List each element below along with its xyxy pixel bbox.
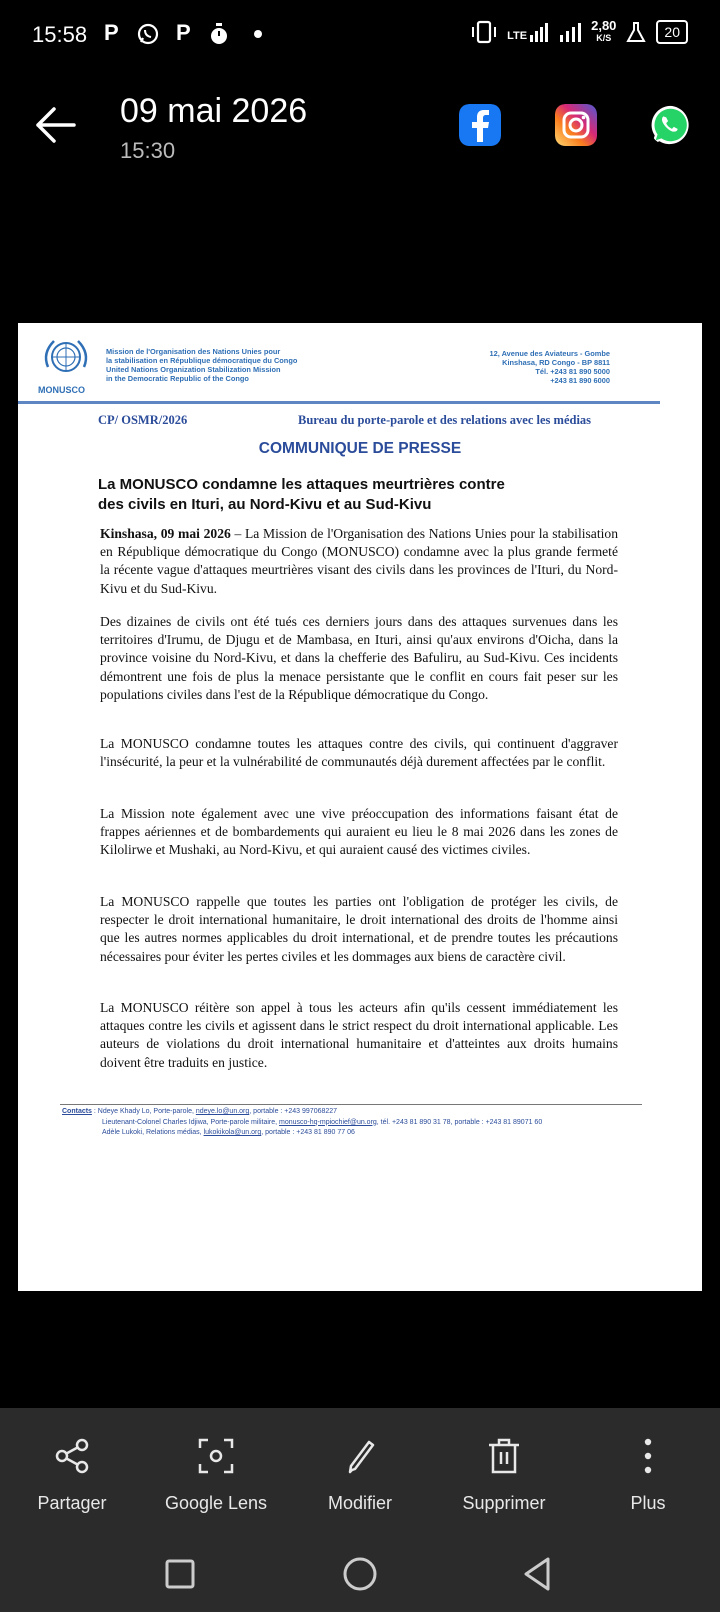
address-line: +243 81 890 6000	[550, 376, 610, 385]
google-lens-label: Google Lens	[164, 1493, 268, 1513]
contact-text: Adèle Lukoki, Relations médias,	[102, 1129, 204, 1136]
header-rule	[18, 401, 660, 404]
more-button[interactable]	[578, 1436, 718, 1514]
paragraph-3: La MONUSCO condamne toutes les attaques contre des civils, qui continuent d'aggraver l'insécurité, la peur et la vulnérabilité de communautés déjà durement affectées par le conflit.	[100, 736, 618, 770]
contact-text: : Ndeye Khady Lo, Porte-parole,	[91, 1108, 196, 1115]
battery-indicator: 20	[656, 20, 688, 44]
press-release-image[interactable]	[18, 323, 702, 1291]
back-triangle-icon[interactable]	[522, 1556, 554, 1592]
pencil-icon	[340, 1436, 380, 1476]
contacts-block	[62, 1107, 542, 1139]
contact-text: , portable : +243 997068227	[249, 1108, 338, 1115]
contact-line	[62, 1107, 542, 1118]
status-bar	[0, 0, 720, 72]
signal-bars-icon	[529, 22, 549, 42]
contact-text: Lieutenant-Colonel Charles Idjiwa, Porte-parole militaire,	[102, 1118, 280, 1126]
bureau-title: Bureau du porte-parole et des relations avec les médias	[298, 413, 592, 427]
timer-icon	[208, 22, 230, 46]
org-line: United Nations Organization Stabilization Mission	[106, 365, 281, 374]
image-date: 09 mai 2026	[120, 92, 308, 130]
network-speed	[591, 20, 616, 44]
communique-title: COMMUNIQUE DE PRESSE	[258, 440, 462, 457]
contact-email: lukokikola@un.org	[203, 1129, 262, 1136]
edit-label: Modifier	[327, 1493, 393, 1513]
org-line: in the Democratic Republic of the Congo	[106, 374, 249, 383]
speed-unit: K/S	[596, 33, 612, 43]
paragraph-1	[100, 525, 618, 598]
reference-number: CP/ OSMR/2026	[98, 413, 188, 427]
contact-text: , tél. +243 81 890 31 78, portable : +243 81 89071 60	[376, 1118, 543, 1126]
more-label: Plus	[630, 1493, 666, 1513]
contacts-rule	[60, 1104, 642, 1105]
share-label: Partager	[37, 1493, 107, 1513]
address-line: Tél. +243 81 890 5000	[535, 367, 610, 376]
status-icons	[471, 20, 688, 44]
network-type-label: LTE	[507, 30, 528, 42]
facebook-icon[interactable]	[459, 104, 501, 146]
clock: 15:58	[32, 22, 88, 47]
trash-icon	[484, 1436, 524, 1476]
system-navigation-bar	[0, 1538, 720, 1612]
more-notifications-dot-icon	[254, 30, 262, 38]
whatsapp-icon[interactable]	[649, 104, 691, 146]
paragraph-4: La Mission note également avec une vive préoccupation des informations faisant état de frappes aériennes et de bombardements qui auraient eu lieu le 8 mai 2026 dans les zones de Kilolirwe et Mushaki, au Nord-Kivu, et qui auraient causé des victimes civiles.	[100, 806, 618, 858]
notification-p-icon: P	[104, 20, 119, 45]
paragraph-2: Des dizaines de civils ont été tués ces derniers jours dans des attaques survenues dans les territoires d'Irumu, de Djugu et de Mambasa, en Ituri, ainsi qu'aux environs d'Oicha, dans la province voisine du Nord-Kivu, et dans la chefferie des Bafuliru, au Sud-Kivu. Ces incidents démontrent une fois de plus la menace persistante que le conflit en cours fait peser sur les populations civiles dans l'est de la République démocratique du Congo.	[100, 614, 618, 702]
org-line: Mission de l'Organisation des Nations Unies pour	[106, 347, 281, 356]
back-arrow-icon[interactable]	[30, 100, 80, 150]
lte-signal-icon	[507, 22, 549, 42]
home-circle-icon[interactable]	[342, 1556, 378, 1592]
contacts-label: Contacts	[62, 1108, 92, 1115]
delete-label: Supprimer	[462, 1493, 546, 1513]
whatsapp-notification-icon	[136, 22, 160, 46]
signal-bars-icon	[559, 22, 581, 42]
flask-icon	[626, 21, 646, 43]
more-vertical-icon	[628, 1436, 668, 1476]
edit-button[interactable]	[290, 1436, 430, 1514]
contact-line	[62, 1118, 542, 1129]
speed-value: 2,80	[591, 18, 617, 33]
action-bar	[0, 1408, 720, 1538]
share-icon	[52, 1436, 92, 1476]
org-name-block	[106, 347, 297, 383]
recents-square-icon[interactable]	[164, 1558, 196, 1590]
address-block	[490, 349, 610, 385]
delete-button[interactable]	[434, 1436, 574, 1514]
share-button[interactable]	[2, 1436, 142, 1514]
monusco-logo-text: MONUSCO	[38, 385, 85, 395]
contact-email: monusco-hq-mpiochief@un.org	[279, 1118, 377, 1126]
contact-line	[62, 1128, 542, 1139]
paragraph-6: La MONUSCO réitère son appel à tous les acteurs afin qu'ils cessent immédiatement les attaques contre les civils et agissent dans le strict respect du droit international applicable. Les auteurs de violations du droit international humanitaire et d'atteintes aux droits humains doivent être traduits en justice.	[100, 1000, 618, 1070]
un-emblem-icon	[40, 337, 92, 381]
vibrate-icon	[471, 20, 497, 44]
paragraph-5: La MONUSCO rappelle que toutes les parties ont l'obligation de protéger les civils, de respecter le droit international humanitaire, le droit international des droits de l'homme ainsi que les autres normes applicables du droit international, et de prendre toutes les précautions nécessaires pour éviter les pertes civiles et les dommages aux biens de caractère civil.	[100, 894, 618, 964]
image-time: 15:30	[120, 138, 176, 163]
contact-email: ndeye.lo@un.org	[195, 1108, 250, 1115]
org-line: la stabilisation en République démocratique du Congo	[106, 356, 298, 365]
dateline: Kinshasa, 09 mai 2026	[100, 526, 231, 541]
google-lens-button[interactable]	[146, 1436, 286, 1514]
address-line: Kinshasa, RD Congo - BP 8811	[502, 358, 610, 367]
paragraph-body: – La Mission de l'Organisation des Nations Unies pour la stabilisation en République démocratique du Congo (MONUSCO) condamne avec la plus grande fermeté la récente vague d'attaques meurtrières visant des civils dans les provinces de l'Ituri, du Nord-Kivu et du Sud-Kivu.	[100, 526, 618, 596]
address-line: 12, Avenue des Aviateurs - Gombe	[489, 349, 610, 358]
google-lens-icon	[196, 1436, 236, 1476]
headline-line: des civils en Ituri, au Nord-Kivu et au Sud-Kivu	[98, 496, 432, 513]
contact-text: , portable : +243 81 890 77 06	[261, 1129, 355, 1136]
headline-line: La MONUSCO condamne les attaques meurtrières contre	[98, 476, 505, 493]
headline	[98, 475, 638, 515]
notification-p-icon: P	[176, 20, 191, 45]
instagram-icon[interactable]	[555, 104, 597, 146]
